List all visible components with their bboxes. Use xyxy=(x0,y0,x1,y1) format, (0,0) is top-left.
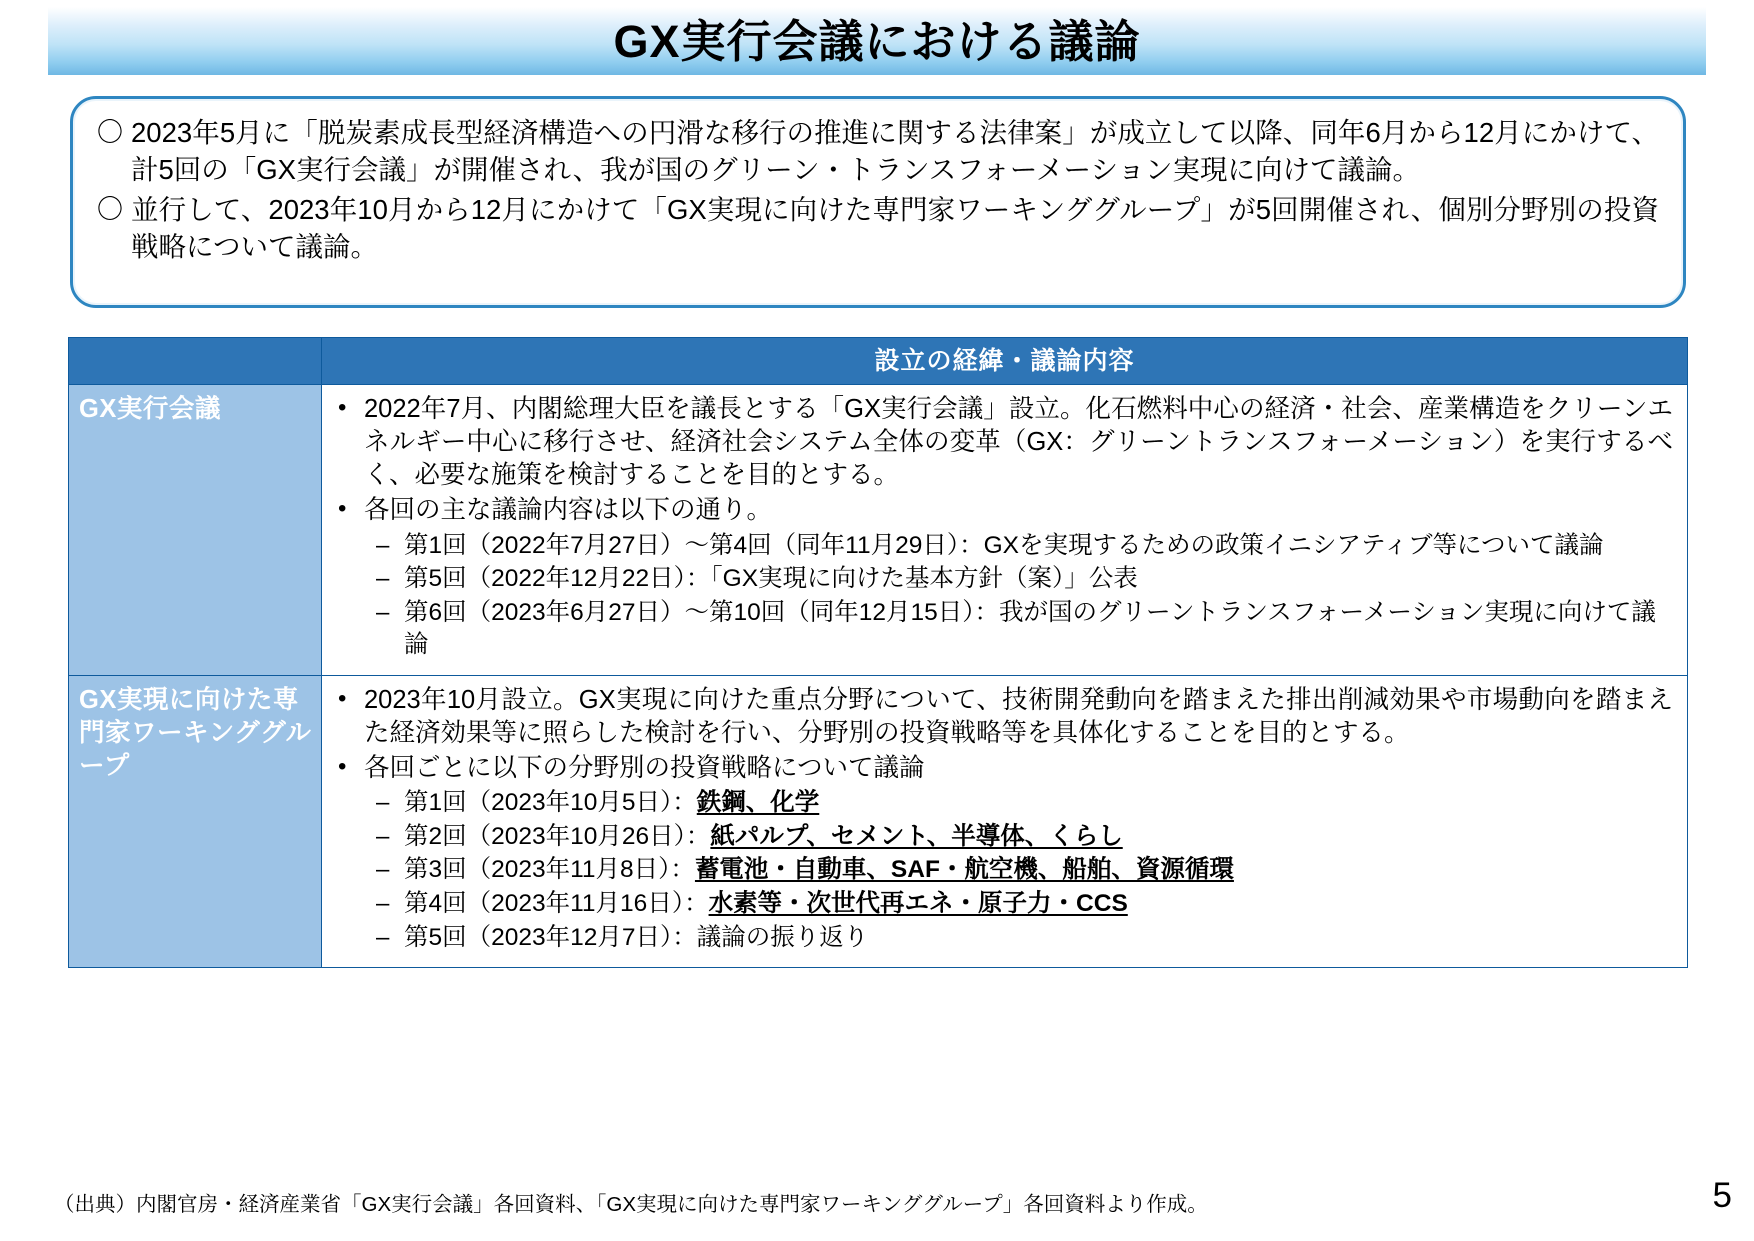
list-item xyxy=(368,888,1673,921)
session-topics: 紙パルプ、セメント、半導体、くらし xyxy=(710,822,1123,850)
session-prefix: 第5回（2023年12月7日）： xyxy=(404,923,697,951)
bullet-list xyxy=(332,684,1673,785)
session-topics: 蓄電池・自動車、SAF・航空機、船舶、資源循環 xyxy=(694,856,1234,884)
table-row xyxy=(69,385,1688,676)
row-body-gx-meeting xyxy=(322,385,1688,676)
summary-bullet-2-text: 並行して、2023年10月から12月にかけて「GX実現に向けた専門家ワーキンググループ」が5回開催され、個別分野別の投資戦略について議論。 xyxy=(131,194,1659,262)
list-item xyxy=(368,787,1673,820)
page-title: GX実行会議における議論 xyxy=(613,15,1141,67)
sub-list-wrap xyxy=(332,787,1673,954)
summary-bullet-2 xyxy=(97,192,1659,265)
sub-list-wrap xyxy=(332,530,1673,662)
list-item: • 2023年10月設立。GX実現に向けた重点分野について、技術開発動向を踏まえた排出削減効果や市場動向を踏まえた経済効果等に照らした検討を行い、分野別の投資戦略等を具体化することを目的とする。 xyxy=(332,684,1673,750)
session-topics: 議論の振り返り xyxy=(696,923,869,951)
session-topics: 水素等・次世代再エネ・原子力・CCS xyxy=(708,890,1128,918)
list-item xyxy=(368,922,1673,955)
circle-bullet-icon: 〇 xyxy=(97,194,124,225)
table-row xyxy=(69,675,1688,967)
table-header-label: 設立の経緯・議論内容 xyxy=(322,338,1688,385)
table-header-row xyxy=(69,338,1688,385)
circle-bullet-icon: 〇 xyxy=(97,117,124,147)
list-item: • 各回の主な議論内容は以下の通り。 xyxy=(332,494,1673,527)
summary-bullet-1 xyxy=(97,115,1659,188)
source-note: （出典）内閣官房・経済産業省「GX実行会議」各回資料、「GX実現に向けた専門家ワーキンググループ」各回資料より作成。 xyxy=(54,1193,1208,1216)
sub-bullet-list xyxy=(368,530,1673,662)
list-item xyxy=(368,821,1673,854)
sub-bullet-list xyxy=(368,787,1673,954)
slide-title-band xyxy=(48,6,1706,75)
list-item: • 2022年7月、内閣総理大臣を議長とする「GX実行会議」設立。化石燃料中心の経済・社会、産業構造をクリーンエネルギー中心に移行させ、経済社会システム全体の変革（GX：グリーントランスフォーメーション）を実行するべく、必要な施策を検討することを目的とする。 xyxy=(332,393,1673,492)
list-item xyxy=(368,854,1673,887)
list-item: – 第6回（2023年6月27日）〜第10回（同年12月15日）：我が国のグリーントランスフォーメーション実現に向けて議論 xyxy=(368,597,1673,662)
table-header-corner xyxy=(69,338,322,385)
bullet-list xyxy=(332,393,1673,528)
session-prefix: 第2回（2023年10月26日）： xyxy=(404,822,711,850)
session-prefix: 第3回（2023年11月8日）： xyxy=(404,856,695,884)
list-item: – 第1回（2022年7月27日）〜第4回（同年11月29日）：GXを実現するための政策イニシアティブ等について議論 xyxy=(368,530,1673,563)
summary-box xyxy=(70,96,1686,308)
session-prefix: 第1回（2023年10月5日）： xyxy=(404,789,697,817)
summary-bullet-1-text: 2023年5月に「脱炭素成長型経済構造への円滑な移行の推進に関する法律案」が成立して以降、同年6月から12月にかけて、計5回の「GX実行会議」が開催され、我が国のグリーン・トランスフォーメーション実現に向けて議論。 xyxy=(131,117,1659,185)
discussion-table xyxy=(68,337,1688,968)
row-label-expert-wg: GX実現に向けた専門家ワーキンググループ xyxy=(69,675,322,967)
row-body-expert-wg xyxy=(322,675,1688,967)
row-label-gx-meeting: GX実行会議 xyxy=(69,385,322,676)
list-item: • 各回ごとに以下の分野別の投資戦略について議論 xyxy=(332,752,1673,785)
list-item: – 第5回（2022年12月22日）：「GX実現に向けた基本方針（案）」公表 xyxy=(368,563,1673,596)
session-topics: 鉄鋼、化学 xyxy=(696,789,820,817)
page-number: 5 xyxy=(1712,1176,1732,1215)
session-prefix: 第4回（2023年11月16日）： xyxy=(404,890,709,918)
